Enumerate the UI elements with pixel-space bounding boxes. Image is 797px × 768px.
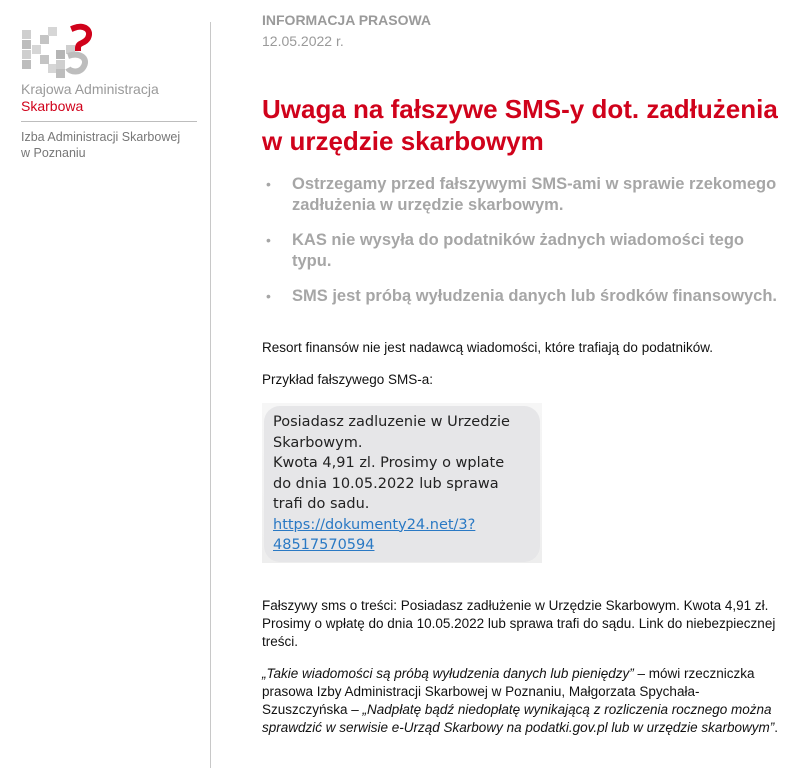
bullet-icon: • [266, 288, 271, 304]
sms-bubble [264, 406, 540, 562]
press-label: INFORMACJA PRASOWA [262, 12, 432, 28]
office-name [21, 129, 206, 161]
key-points-list [262, 174, 782, 321]
office-line2: w Poznaniu [21, 146, 86, 160]
sms-screenshot [262, 403, 542, 563]
sms-line: do dnia 10.05.2022 lub sprawa [273, 475, 499, 492]
key-point [262, 286, 782, 307]
org-name [21, 81, 159, 115]
sidebar [0, 0, 212, 768]
sms-line: Kwota 4,91 zl. Prosimy o wplate [273, 455, 505, 471]
sms-link-line2: 48517570594 [273, 537, 375, 553]
vertical-divider [210, 22, 211, 768]
quote-part3: „Nadpłatę bądź niedopłatę wynikającą z rozliczenia rocznego można sprawdzić w serwisie e-Urząd Skarbowy na podatki.gov.pl lub w urzędzie skarbowym” [262, 702, 775, 735]
key-point [262, 230, 782, 272]
key-point [262, 174, 782, 216]
sms-content-paragraph: Fałszywy sms o treści: Posiadasz zadłużenie w Urzędzie Skarbowym. Kwota 4,91 zł. Prosimy o wpłatę do dnia 10.05.2022 lub sprawa trafi do sądu. Link do niebezpiecznej treści. [262, 598, 776, 649]
kas-logo-icon [22, 22, 92, 78]
sms-link-line1: https://dokumenty24.net/3? [273, 516, 476, 533]
intro-paragraph: Resort finansów nie jest nadawcą wiadomości, które trafiają do podatników. [262, 340, 713, 355]
sms-line: Skarbowym. [273, 434, 363, 451]
quote-part2: – mówi rzeczniczka prasowa Izby Administracji Skarbowej w Poznaniu, Małgorzata Spychała-Szuszczyńska – [262, 666, 755, 717]
press-date: 12.05.2022 r. [262, 33, 344, 49]
org-name-line2: Skarbowa [21, 98, 84, 114]
org-name-line1: Krajowa Administracja [21, 81, 159, 97]
key-point-text: SMS jest próbą wyłudzenia danych lub środków finansowych. [292, 287, 778, 305]
bullet-icon: • [266, 232, 271, 248]
sms-line: trafi do sadu. [273, 496, 370, 512]
spokesperson-quote [262, 665, 782, 737]
sms-text [273, 412, 535, 556]
office-line1: Izba Administracji Skarbowej [21, 130, 181, 144]
key-point-text: Ostrzegamy przed fałszywymi SMS-ami w sprawie rzekomego zadłużenia w urzędzie skarbowym. [292, 175, 777, 214]
quote-part1: „Takie wiadomości są próbą wyłudzenia danych lub pieniędzy” [262, 666, 634, 681]
quote-part4: . [774, 720, 778, 735]
sidebar-divider [21, 121, 197, 122]
sms-link [273, 515, 535, 556]
sms-line: Posiadasz zadluzenie w Urzedzie [273, 414, 510, 430]
bullet-icon: • [266, 176, 271, 192]
key-point-text: KAS nie wysyła do podatników żadnych wiadomości tego typu. [292, 231, 744, 270]
page-title: Uwaga na fałszywe SMS-y dot. zadłużenia w urzędzie skarbowym [262, 94, 778, 156]
sms-example-label: Przykład fałszywego SMS-a: [262, 372, 434, 387]
